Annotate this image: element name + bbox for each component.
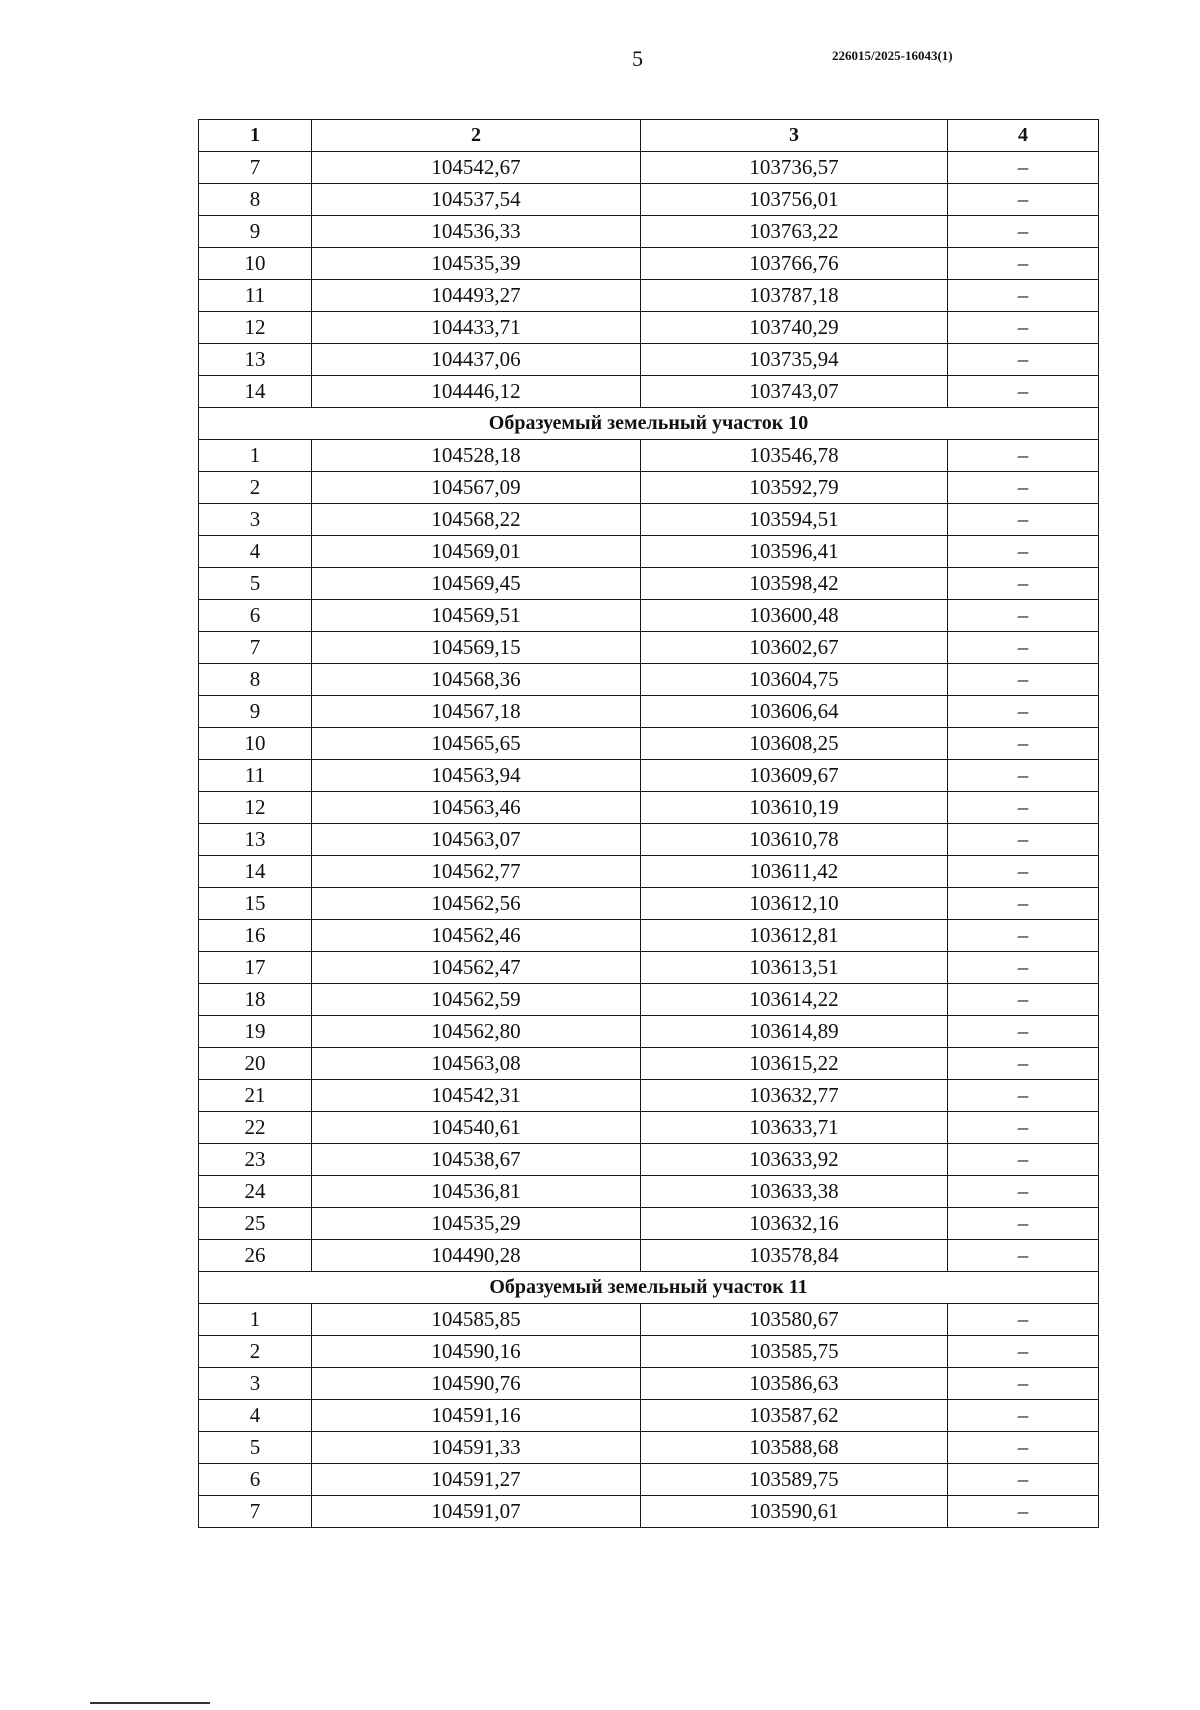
x-coordinate-cell: 104446,12 xyxy=(312,376,641,408)
table-row xyxy=(199,1496,1099,1528)
point-number-cell: 19 xyxy=(199,1016,312,1048)
y-coordinate-cell: 103604,75 xyxy=(641,664,948,696)
table-row xyxy=(199,280,1099,312)
point-number-cell: 8 xyxy=(199,664,312,696)
x-coordinate-cell: 104591,07 xyxy=(312,1496,641,1528)
table-row xyxy=(199,1432,1099,1464)
x-coordinate-cell: 104490,28 xyxy=(312,1240,641,1272)
table-row xyxy=(199,504,1099,536)
table-row xyxy=(199,760,1099,792)
table-row xyxy=(199,1240,1099,1272)
note-cell: – xyxy=(948,1400,1099,1432)
section-title-row xyxy=(199,408,1099,440)
page-number: 5 xyxy=(632,46,643,71)
y-coordinate-cell: 103606,64 xyxy=(641,696,948,728)
note-cell: – xyxy=(948,632,1099,664)
table-row xyxy=(199,600,1099,632)
note-cell: – xyxy=(948,472,1099,504)
point-number-cell: 16 xyxy=(199,920,312,952)
point-number-cell: 9 xyxy=(199,696,312,728)
table-row xyxy=(199,824,1099,856)
point-number-cell: 21 xyxy=(199,1080,312,1112)
x-coordinate-cell: 104591,33 xyxy=(312,1432,641,1464)
point-number-cell: 5 xyxy=(199,568,312,600)
table-row xyxy=(199,1080,1099,1112)
note-cell: – xyxy=(948,1240,1099,1272)
point-number-cell: 5 xyxy=(199,1432,312,1464)
table-row xyxy=(199,472,1099,504)
x-coordinate-cell: 104562,46 xyxy=(312,920,641,952)
x-coordinate-cell: 104567,18 xyxy=(312,696,641,728)
point-number-cell: 2 xyxy=(199,1336,312,1368)
point-number-cell: 20 xyxy=(199,1048,312,1080)
point-number-cell: 3 xyxy=(199,504,312,536)
y-coordinate-cell: 103612,81 xyxy=(641,920,948,952)
y-coordinate-cell: 103609,67 xyxy=(641,760,948,792)
x-coordinate-cell: 104562,56 xyxy=(312,888,641,920)
x-coordinate-cell: 104568,36 xyxy=(312,664,641,696)
note-cell: – xyxy=(948,1432,1099,1464)
y-coordinate-cell: 103610,78 xyxy=(641,824,948,856)
y-coordinate-cell: 103787,18 xyxy=(641,280,948,312)
note-cell: – xyxy=(948,696,1099,728)
note-cell: – xyxy=(948,664,1099,696)
y-coordinate-cell: 103740,29 xyxy=(641,312,948,344)
x-coordinate-cell: 104536,33 xyxy=(312,216,641,248)
note-cell: – xyxy=(948,728,1099,760)
point-number-cell: 6 xyxy=(199,1464,312,1496)
point-number-cell: 13 xyxy=(199,824,312,856)
point-number-cell: 22 xyxy=(199,1112,312,1144)
point-number-cell: 7 xyxy=(199,632,312,664)
x-coordinate-cell: 104535,39 xyxy=(312,248,641,280)
table-row xyxy=(199,376,1099,408)
point-number-cell: 26 xyxy=(199,1240,312,1272)
y-coordinate-cell: 103614,22 xyxy=(641,984,948,1016)
x-coordinate-cell: 104528,18 xyxy=(312,440,641,472)
table-row xyxy=(199,536,1099,568)
table-row xyxy=(199,1016,1099,1048)
column-header-2: 2 xyxy=(312,120,641,152)
y-coordinate-cell: 103763,22 xyxy=(641,216,948,248)
x-coordinate-cell: 104536,81 xyxy=(312,1176,641,1208)
y-coordinate-cell: 103590,61 xyxy=(641,1496,948,1528)
note-cell: – xyxy=(948,1016,1099,1048)
note-cell: – xyxy=(948,1176,1099,1208)
y-coordinate-cell: 103602,67 xyxy=(641,632,948,664)
note-cell: – xyxy=(948,1208,1099,1240)
table-row xyxy=(199,952,1099,984)
y-coordinate-cell: 103578,84 xyxy=(641,1240,948,1272)
point-number-cell: 17 xyxy=(199,952,312,984)
point-number-cell: 1 xyxy=(199,440,312,472)
point-number-cell: 10 xyxy=(199,728,312,760)
y-coordinate-cell: 103585,75 xyxy=(641,1336,948,1368)
y-coordinate-cell: 103633,92 xyxy=(641,1144,948,1176)
y-coordinate-cell: 103596,41 xyxy=(641,536,948,568)
x-coordinate-cell: 104590,16 xyxy=(312,1336,641,1368)
y-coordinate-cell: 103592,79 xyxy=(641,472,948,504)
note-cell: – xyxy=(948,760,1099,792)
x-coordinate-cell: 104568,22 xyxy=(312,504,641,536)
table-row xyxy=(199,984,1099,1016)
point-number-cell: 15 xyxy=(199,888,312,920)
y-coordinate-cell: 103600,48 xyxy=(641,600,948,632)
note-cell: – xyxy=(948,376,1099,408)
column-header-4: 4 xyxy=(948,120,1099,152)
y-coordinate-cell: 103589,75 xyxy=(641,1464,948,1496)
x-coordinate-cell: 104563,46 xyxy=(312,792,641,824)
column-header-1: 1 xyxy=(199,120,312,152)
y-coordinate-cell: 103633,71 xyxy=(641,1112,948,1144)
y-coordinate-cell: 103580,67 xyxy=(641,1304,948,1336)
y-coordinate-cell: 103588,68 xyxy=(641,1432,948,1464)
note-cell: – xyxy=(948,216,1099,248)
point-number-cell: 25 xyxy=(199,1208,312,1240)
note-cell: – xyxy=(948,312,1099,344)
header-row xyxy=(199,120,1099,152)
x-coordinate-cell: 104535,29 xyxy=(312,1208,641,1240)
y-coordinate-cell: 103587,62 xyxy=(641,1400,948,1432)
note-cell: – xyxy=(948,888,1099,920)
x-coordinate-cell: 104567,09 xyxy=(312,472,641,504)
note-cell: – xyxy=(948,792,1099,824)
table-row xyxy=(199,856,1099,888)
table-row xyxy=(199,248,1099,280)
point-number-cell: 18 xyxy=(199,984,312,1016)
footer-rule xyxy=(90,1702,210,1707)
point-number-cell: 1 xyxy=(199,1304,312,1336)
table-row xyxy=(199,920,1099,952)
x-coordinate-cell: 104585,85 xyxy=(312,1304,641,1336)
table-row xyxy=(199,312,1099,344)
point-number-cell: 13 xyxy=(199,344,312,376)
note-cell: – xyxy=(948,568,1099,600)
section-title: Образуемый земельный участок 10 xyxy=(199,408,1099,440)
x-coordinate-cell: 104565,65 xyxy=(312,728,641,760)
y-coordinate-cell: 103614,89 xyxy=(641,1016,948,1048)
table-row xyxy=(199,1048,1099,1080)
x-coordinate-cell: 104433,71 xyxy=(312,312,641,344)
y-coordinate-cell: 103612,10 xyxy=(641,888,948,920)
table-row xyxy=(199,664,1099,696)
y-coordinate-cell: 103735,94 xyxy=(641,344,948,376)
note-cell: – xyxy=(948,280,1099,312)
table-row xyxy=(199,792,1099,824)
note-cell: – xyxy=(948,952,1099,984)
x-coordinate-cell: 104591,27 xyxy=(312,1464,641,1496)
section-title: Образуемый земельный участок 11 xyxy=(199,1272,1099,1304)
point-number-cell: 14 xyxy=(199,856,312,888)
note-cell: – xyxy=(948,344,1099,376)
note-cell: – xyxy=(948,1048,1099,1080)
x-coordinate-cell: 104538,67 xyxy=(312,1144,641,1176)
x-coordinate-cell: 104562,47 xyxy=(312,952,641,984)
point-number-cell: 2 xyxy=(199,472,312,504)
x-coordinate-cell: 104437,06 xyxy=(312,344,641,376)
x-coordinate-cell: 104537,54 xyxy=(312,184,641,216)
point-number-cell: 23 xyxy=(199,1144,312,1176)
x-coordinate-cell: 104540,61 xyxy=(312,1112,641,1144)
y-coordinate-cell: 103594,51 xyxy=(641,504,948,536)
table-row xyxy=(199,1208,1099,1240)
note-cell: – xyxy=(948,600,1099,632)
note-cell: – xyxy=(948,536,1099,568)
point-number-cell: 4 xyxy=(199,536,312,568)
note-cell: – xyxy=(948,1368,1099,1400)
y-coordinate-cell: 103632,77 xyxy=(641,1080,948,1112)
table-row xyxy=(199,568,1099,600)
note-cell: – xyxy=(948,856,1099,888)
note-cell: – xyxy=(948,824,1099,856)
note-cell: – xyxy=(948,1336,1099,1368)
table-row xyxy=(199,152,1099,184)
x-coordinate-cell: 104563,08 xyxy=(312,1048,641,1080)
table-body xyxy=(199,152,1099,1528)
x-coordinate-cell: 104569,01 xyxy=(312,536,641,568)
table-row xyxy=(199,728,1099,760)
point-number-cell: 6 xyxy=(199,600,312,632)
note-cell: – xyxy=(948,184,1099,216)
note-cell: – xyxy=(948,1112,1099,1144)
y-coordinate-cell: 103743,07 xyxy=(641,376,948,408)
point-number-cell: 8 xyxy=(199,184,312,216)
y-coordinate-cell: 103615,22 xyxy=(641,1048,948,1080)
note-cell: – xyxy=(948,504,1099,536)
x-coordinate-cell: 104590,76 xyxy=(312,1368,641,1400)
note-cell: – xyxy=(948,248,1099,280)
note-cell: – xyxy=(948,1080,1099,1112)
table-row xyxy=(199,1368,1099,1400)
x-coordinate-cell: 104569,51 xyxy=(312,600,641,632)
x-coordinate-cell: 104562,80 xyxy=(312,1016,641,1048)
x-coordinate-cell: 104591,16 xyxy=(312,1400,641,1432)
note-cell: – xyxy=(948,1464,1099,1496)
x-coordinate-cell: 104563,94 xyxy=(312,760,641,792)
x-coordinate-cell: 104562,77 xyxy=(312,856,641,888)
x-coordinate-cell: 104493,27 xyxy=(312,280,641,312)
table-row xyxy=(199,440,1099,472)
point-number-cell: 24 xyxy=(199,1176,312,1208)
table-row xyxy=(199,1176,1099,1208)
table-row xyxy=(199,1336,1099,1368)
note-cell: – xyxy=(948,920,1099,952)
point-number-cell: 11 xyxy=(199,280,312,312)
point-number-cell: 14 xyxy=(199,376,312,408)
point-number-cell: 7 xyxy=(199,1496,312,1528)
note-cell: – xyxy=(948,1304,1099,1336)
x-coordinate-cell: 104542,67 xyxy=(312,152,641,184)
x-coordinate-cell: 104562,59 xyxy=(312,984,641,1016)
point-number-cell: 3 xyxy=(199,1368,312,1400)
y-coordinate-cell: 103766,76 xyxy=(641,248,948,280)
table-row xyxy=(199,888,1099,920)
y-coordinate-cell: 103608,25 xyxy=(641,728,948,760)
y-coordinate-cell: 103613,51 xyxy=(641,952,948,984)
table-row xyxy=(199,184,1099,216)
table-header xyxy=(199,120,1099,152)
y-coordinate-cell: 103598,42 xyxy=(641,568,948,600)
column-header-3: 3 xyxy=(641,120,948,152)
y-coordinate-cell: 103611,42 xyxy=(641,856,948,888)
table-row xyxy=(199,216,1099,248)
table-row xyxy=(199,1144,1099,1176)
note-cell: – xyxy=(948,1144,1099,1176)
point-number-cell: 12 xyxy=(199,792,312,824)
table-row xyxy=(199,1112,1099,1144)
point-number-cell: 7 xyxy=(199,152,312,184)
document-id: 226015/2025-16043(1) xyxy=(832,48,953,63)
coordinates-table xyxy=(198,119,1099,1528)
table-row xyxy=(199,632,1099,664)
section-title-row xyxy=(199,1272,1099,1304)
table-row xyxy=(199,1464,1099,1496)
y-coordinate-cell: 103546,78 xyxy=(641,440,948,472)
note-cell: – xyxy=(948,984,1099,1016)
x-coordinate-cell: 104563,07 xyxy=(312,824,641,856)
point-number-cell: 9 xyxy=(199,216,312,248)
x-coordinate-cell: 104569,15 xyxy=(312,632,641,664)
table-row xyxy=(199,1400,1099,1432)
table-row xyxy=(199,344,1099,376)
point-number-cell: 10 xyxy=(199,248,312,280)
table-row xyxy=(199,696,1099,728)
y-coordinate-cell: 103756,01 xyxy=(641,184,948,216)
note-cell: – xyxy=(948,1496,1099,1528)
y-coordinate-cell: 103632,16 xyxy=(641,1208,948,1240)
point-number-cell: 11 xyxy=(199,760,312,792)
point-number-cell: 12 xyxy=(199,312,312,344)
x-coordinate-cell: 104542,31 xyxy=(312,1080,641,1112)
table-row xyxy=(199,1304,1099,1336)
y-coordinate-cell: 103736,57 xyxy=(641,152,948,184)
y-coordinate-cell: 103586,63 xyxy=(641,1368,948,1400)
y-coordinate-cell: 103633,38 xyxy=(641,1176,948,1208)
y-coordinate-cell: 103610,19 xyxy=(641,792,948,824)
x-coordinate-cell: 104569,45 xyxy=(312,568,641,600)
point-number-cell: 4 xyxy=(199,1400,312,1432)
note-cell: – xyxy=(948,152,1099,184)
note-cell: – xyxy=(948,440,1099,472)
